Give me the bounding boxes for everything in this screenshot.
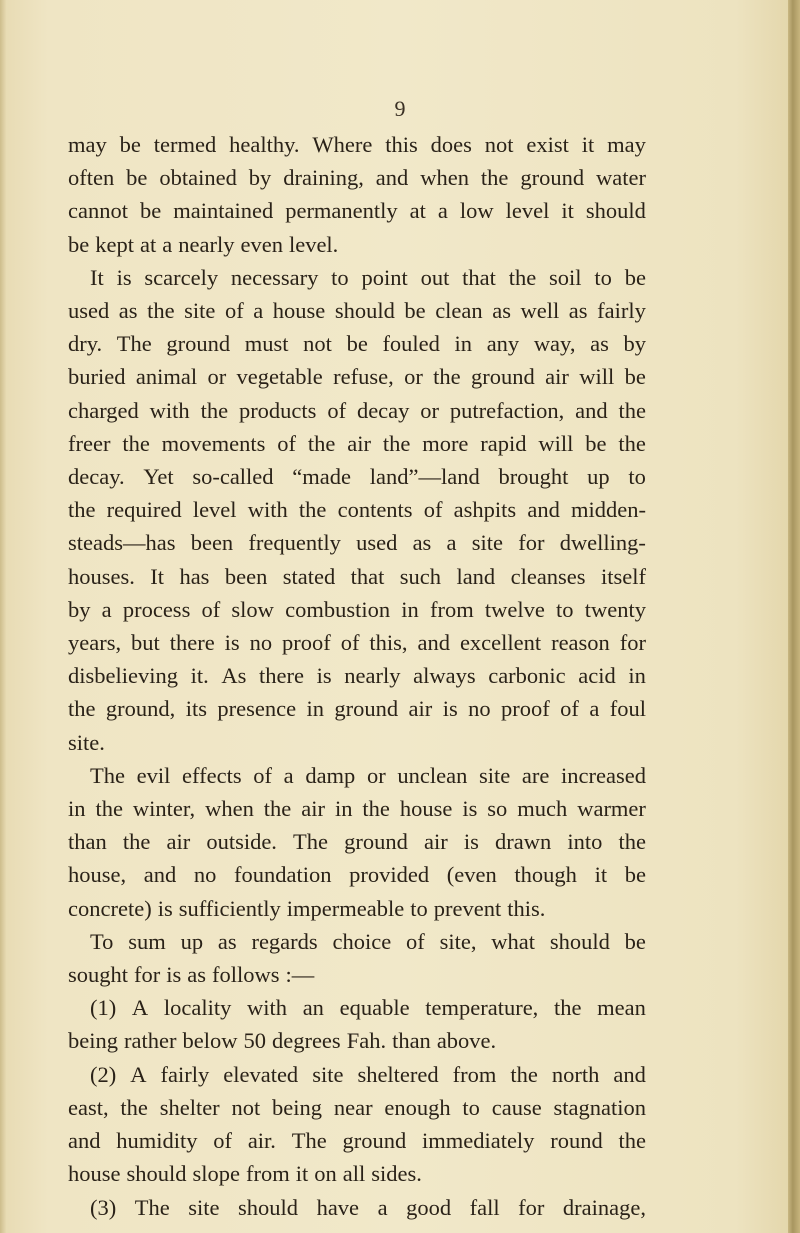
text-line: by a process of slow combustion in from twelve to twenty [68, 596, 646, 622]
body-text [68, 128, 646, 1224]
text-line: dry. The ground must not be fouled in any way, as by [68, 331, 646, 357]
text-line: concrete) is sufficiently impermeable to prevent this. [68, 895, 546, 921]
text-line: (2) A fairly elevated site sheltered from the north and [90, 1061, 646, 1087]
page-right-edge [788, 0, 800, 1233]
text-line: and humidity of air. The ground immediately round the [68, 1128, 646, 1154]
text-line: be kept at a nearly even level. [68, 231, 339, 257]
text-line: in the winter, when the air in the house is so much warmer [68, 796, 646, 822]
text-line: the ground, its presence in ground air is no proof of a foul [68, 696, 646, 722]
text-line: site. [68, 729, 105, 755]
text-line: than the air outside. The ground air is drawn into the [68, 829, 646, 855]
text-line: It is scarcely necessary to point out that the soil to be [90, 264, 646, 290]
text-line: charged with the products of decay or putrefaction, and the [68, 397, 646, 423]
text-line: years, but there is no proof of this, and excellent reason for [68, 630, 646, 656]
text-line: freer the movements of the air the more rapid will be the [68, 430, 646, 456]
text-line: sought for is as follows :— [68, 962, 315, 988]
text-line: cannot be maintained permanently at a low level it should [68, 198, 646, 224]
text-line: disbelieving it. As there is nearly always carbonic acid in [68, 663, 646, 689]
text-line: used as the site of a house should be clean as well as fairly [68, 298, 646, 324]
page-left-edge [0, 0, 6, 1233]
text-line: house, and no foundation provided (even though it be [68, 862, 646, 888]
text-line: the required level with the contents of ashpits and midden- [68, 497, 646, 523]
text-line: (1) A locality with an equable temperature, the mean [90, 995, 646, 1021]
text-line: buried animal or vegetable refuse, or the ground air will be [68, 364, 646, 390]
text-line: east, the shelter not being near enough to cause stagnation [68, 1094, 646, 1120]
text-line: steads—has been frequently used as a site for dwelling- [68, 530, 646, 556]
text-line: (3) The site should have a good fall for drainage, [90, 1194, 646, 1220]
text-line: being rather below 50 degrees Fah. than above. [68, 1028, 497, 1054]
text-line: house should slope from it on all sides. [68, 1161, 422, 1187]
text-line: To sum up as regards choice of site, what should be [90, 928, 646, 954]
text-line: The evil effects of a damp or unclean site are increased [90, 762, 646, 788]
text-line: may be termed healthy. Where this does not exist it may [68, 132, 646, 157]
page-number: 9 [394, 96, 406, 121]
text-line: houses. It has been stated that such land cleanses itself [68, 563, 646, 589]
text-line: often be obtained by draining, and when the ground water [68, 165, 646, 191]
text-line: decay. Yet so-called “made land”—land brought up to [68, 464, 646, 490]
